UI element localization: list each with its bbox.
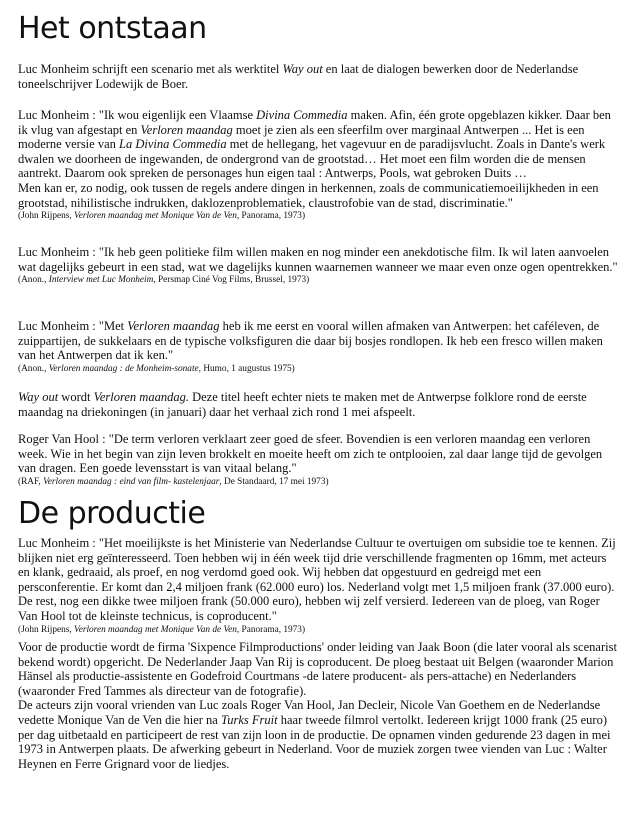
quote-continuation: Men kan er, zo nodig, ook tussen de regels andere dingen in herkennen, zoals de communicatiemoeilijkheden in een grootstad, nihilistische indrukken, daklozenproblematiek, claustrofobie van de stad, discriminatie." bbox=[18, 180, 599, 210]
quote-monheim-divina: Luc Monheim : "Ik wou eigenlijk een Vlaamse Divina Commedia maken. Afin, één grote opgeblazen kikker. Daar ben ik vlug van afgestapt en Verloren maandag moet je zien als een sfeerfilm over marginaal Antwerpen ... Het is een moderne versie van La Divina Commedia met de hellegang, het vagevuur en de paradijsvlucht. Zoals in Dante's werk dwalen we doorheen de ingewanden, de ondergrond van de grootstad… Het moet een film worden die de mensen aantrekt. Daarom ook spreken de personages hun eigen taal : Antwerps, Pools, wat gebroken Duits … Men kan er, zo nodig, ook tussen de regels andere dingen in herkennen, zoals de communicatiemoeilijkheden in een grootstad, nihilistische indrukken, daklozenproblematiek, claustrofobie van de stad, discriminatie." (John Rijpens, Verloren maandag met Monique Van de Ven, Panorama, 1973) bbox=[18, 108, 618, 222]
quote-van-hool: Roger Van Hool : "De term verloren verklaart zeer goed de sfeer. Bovendien is een verloren maandag een verloren week. Wie in het begin van zijn leven brokkelt en moeite heeft om zich te ontplooien, zal daar lange tijd de gevolgen van dragen. Een goede levensstart is van vitaal belang." (RAF, Verloren maandag : eind van film- kastelenjaar, De Standaard, 17 mei 1973) bbox=[18, 432, 618, 488]
source-citation: (Anon., Verloren maandag : de Monheim-sonate, Humo, 1 augustus 1975) bbox=[18, 363, 295, 374]
quote-monheim-politiek: Luc Monheim : "Ik heb geen politieke film willen maken en nog minder een anekdotische film. Ik wil laten aanvoelen wat dagelijks gebeurt in een stad, wat we dagelijks kunnen waarnemen wanneer we maar even onze ogen opentrekken." (Anon., Interview met Luc Monheim, Persmap Ciné Vog Films, Brussel, 1973) bbox=[18, 245, 618, 286]
section-title-de-productie: De productie bbox=[18, 496, 206, 531]
source-citation: (Anon., Interview met Luc Monheim, Persmap Ciné Vog Films, Brussel, 1973) bbox=[18, 275, 310, 286]
quote-monheim-ministerie: Luc Monheim : "Het moeilijkste is het Ministerie van Nederlandse Cultuur te overtuigen om subsidie toe te kennen. Zij blijken niet erg geïnteresseerd. Toen hebben wij in één week tijd drie verschillende fragmenten op 16mm, met acteurs en klank, gedraaid, als proef, en nog verdomd goed ook. Wij hebben dat opgestuurd en gedreigd met een persconferentie. Er komt dan 2,4 miljoen frank (62.000 euro) los. Nederland volgt met 1,5 miljoen frank (37.000 euro). De rest, nog een dikke twee miljoen frank (50.000 euro), hebben wij zelf versierd. Iedereen van de ploeg, van Roger Van Hool tot de kleinste technicus, is coproducent." (John Rijpens, Verloren maandag met Monique Van de Ven, Panorama, 1973) bbox=[18, 536, 618, 636]
paragraph-productie: Voor de productie wordt de firma 'Sixpence Filmproductions' onder leiding van Jaak Boon (die later vooral als scenarist bekend wordt) opgericht. De Nederlander Jaap Van Rij is coproducent. De ploeg bestaat uit Belgen (waaronder Marion Hänsel als productie-assistente en Godefroid Courtmans -de latere producent- als pers-attache) en Nederlanders (waaronder Fred Tammes als directeur van de fotografie). De acteurs zijn vooral vrienden van Luc zoals Roger Van Hool, Jan Decleir, Nicole Van Goethem en de Nederlandse vedette Monique Van de Ven die hier na Turks Fruit haar tweede filmrol vertolkt. Iedereen krijgt 1000 frank (25 euro) per dag uitbetaald en participeert de rest van zijn loon in de productie. De opnamen vinden gedurende 23 dagen in mei 1973 in Antwerpen plaats. De afwerking gebeurt in Nederland. Voor de muziek zorgen twee vienden van Luc : Walter Heynen en Ferre Grignard voor de liedjes. bbox=[18, 640, 617, 771]
paragraph-werktitel: Luc Monheim schrijft een scenario met als werktitel Way out en laat de dialogen bewerken door de Nederlandse toneelschrijver Lodewijk de Boer. bbox=[18, 62, 579, 91]
section-title-het-ontstaan: Het ontstaan bbox=[18, 11, 207, 46]
source-citation: (RAF, Verloren maandag : eind van film- kastelenjaar, De Standaard, 17 mei 1973) bbox=[18, 476, 329, 487]
paragraph-titel: Way out wordt Verloren maandag. Deze titel heeft echter niets te maken met de Antwerpse folklore rond de eerste maandag na driekoningen (in januari) daar het verhaal zich rond 1 mei afspeelt. bbox=[18, 390, 587, 419]
source-citation: (John Rijpens, Verloren maandag met Monique Van de Ven, Panorama, 1973) bbox=[18, 211, 306, 222]
source-citation: (John Rijpens, Verloren maandag met Monique Van de Ven, Panorama, 1973) bbox=[18, 624, 306, 635]
quote-monheim-antwerpen: Luc Monheim : "Met Verloren maandag heb ik me eerst en vooral willen afmaken van Antwerpen: het caféleven, de zuippartijen, de sukkelaars en de typische volksfiguren die daar bij bosjes rondlopen. Ik heb een fresco willen maken van het Antwerpen dat ik ken." (Anon., Verloren maandag : de Monheim-sonate, Humo, 1 augustus 1975) bbox=[18, 319, 618, 375]
